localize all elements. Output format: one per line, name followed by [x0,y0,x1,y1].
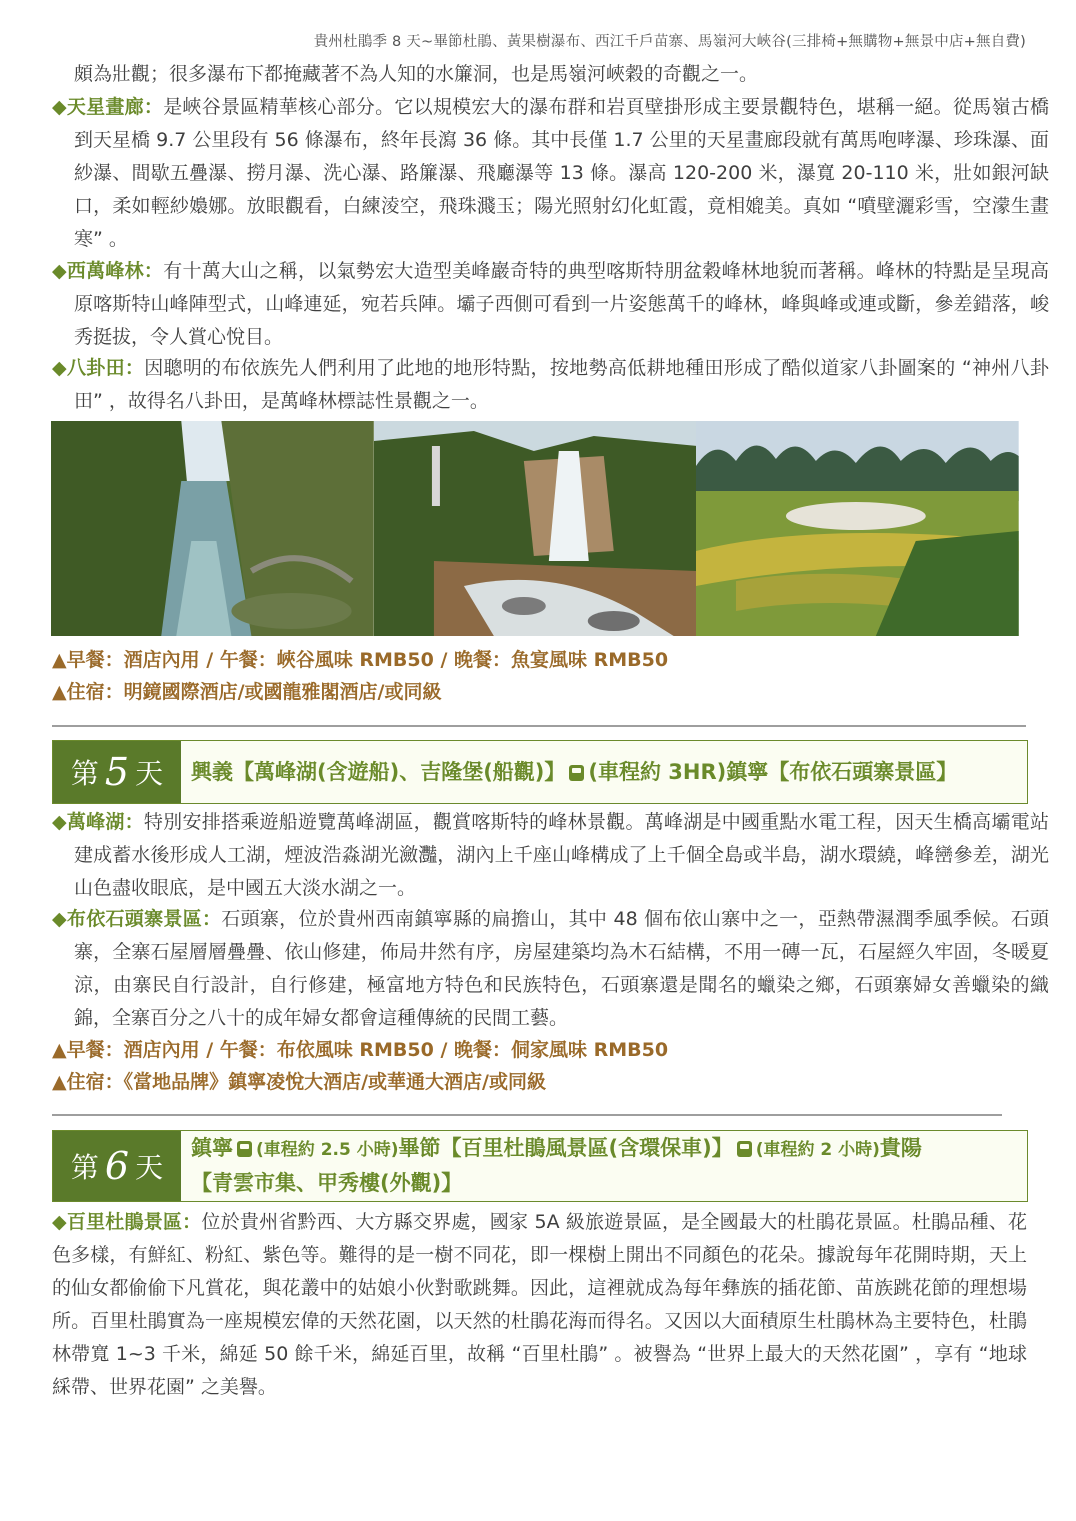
diamond-bullet-icon: ◆ [52,908,67,930]
bagua-fields-photo [696,421,1019,636]
day5-header [52,740,1028,804]
day4-meals: ▲早餐：酒店內用 / 午餐：峽谷風味 RMB50 / 晚餐：魚宴風味 RMB50 [52,649,669,671]
list-item-baili-azalea [52,1206,1027,1404]
diamond-bullet-icon: ◆ [52,811,67,833]
item-term: 八卦田： [66,357,145,379]
list-item-tianxing-gallery [52,91,1049,256]
diamond-bullet-icon: ◆ [52,357,67,379]
diamond-bullet-icon: ◆ [52,260,67,282]
list-item-xiwan-peak-forest [52,255,1049,354]
item-term: 天星畫廊： [66,96,164,118]
item-text: 是峽谷景區精華核心部分。它以規模宏大的瀑布群和岩頁壁掛形成主要景觀特色，堪稱一絕。從馬嶺古橋到天星橋 9.7 公里段有 56 條瀑布，終年長瀉 36 條。其中長僅 1.7 公里的天星畫廊段就有萬馬咆哮瀑、珍珠瀑、面紗瀑、間歇五疊瀑、撈月瀑、洗心瀑、路簾瀑、飛廳瀑等 13 條。瀑高 120-200 米，瀑寬 20-110 米，壯如銀河缺口，柔如輕紗嬝娜。放眼觀看，白練淩空，飛珠濺玉；陽光照射幻化虹霞，竟相媲美。真如 “噴壁灑彩雪，空濛生畫寒” 。 [74,96,1049,250]
item-text: 有十萬大山之稱，以氣勢宏大造型美峰巖奇特的典型喀斯特朋盆穀峰林地貌而著稱。峰林的特點是呈現高原喀斯特山峰陣型式，山峰連延，宛若兵陣。壩子西側可看到一片姿態萬千的峰林，峰與峰或連或斷，參差錯落，峻秀挺拔，令人賞心悅目。 [74,260,1049,348]
gorge-photo [51,421,374,636]
diamond-bullet-icon: ◆ [52,96,67,118]
item-term: 百里杜鵑景區： [66,1211,202,1233]
bus-icon [737,1141,752,1157]
item-term: 西萬峰林： [66,260,164,282]
bus-icon [237,1141,252,1157]
photo-strip [51,421,1019,636]
list-item-wanfeng-lake [52,806,1049,905]
day5-label: 第 5 天 [53,741,181,803]
item-text: 特別安排搭乘遊船遊覽萬峰湖區，觀賞喀斯特的峰林景觀。萬峰湖是中國重點水電工程，因天生橋高壩電站建成蓄水後形成人工湖，煙波浩淼湖光瀲灩，湖內上千座山峰構成了上千個全島或半島，湖水環繞，峰巒參差，湖光山色盡收眼底，是中國五大淡水湖之一。 [74,811,1049,899]
day5-hotel: ▲住宿：《當地品牌》鎮寧凌悅大酒店/或華通大酒店/或同級 [52,1071,546,1093]
day5-title: 興義【萬峰湖(含遊船)、吉隆堡(船觀)】 (車程約 3HR)鎮寧【布依石頭寨景區】 [191,759,958,784]
diamond-bullet-icon: ◆ [52,1211,67,1233]
day4-hotel: ▲住宿：明鏡國際酒店/或國龍雅閣酒店/或同級 [52,681,442,703]
day5-meals: ▲早餐：酒店內用 / 午餐：布依風味 RMB50 / 晚餐：侗家風味 RMB50 [52,1039,669,1061]
section-divider [52,725,1026,727]
item-term: 萬峰湖： [66,811,144,833]
item-text: 位於貴州省黔西、大方縣交界處，國家 5A 級旅遊景區，是全國最大的杜鵑花景區。杜鵑品種、花色多樣，有鮮紅、粉紅、紫色等。難得的是一樹不同花，即一棵樹上開出不同顏色的花朵。據說每年花開時期，天上的仙女都偷偷下凡賞花，與花叢中的姑娘小伙對歌跳舞。因此，這裡就成為每年彝族的插花節、苗族跳花節的理想場所。百里杜鵑實為一座規模宏偉的天然花園，以天然的杜鵑花海而得名。又因以大面積原生杜鵑林為主要特色，杜鵑林帶寬 1~3 千米，綿延 50 餘千米，綿延百里，故稱 “百里杜鵑” 。被譽為 “世界上最大的天然花園” ，享有 “地球綵帶、世界花園” 之美譽。 [52,1211,1027,1398]
list-item-buyi-stone-village [52,903,1049,1035]
item-text: 因聰明的布依族先人們利用了此地的地形特點，按地勢高低耕地種田形成了酷似道家八卦圖案的 “神州八卦田” ，故得名八卦田，是萬峰林標誌性景觀之一。 [74,357,1049,412]
list-item-bagua-field [52,352,1049,418]
item-text: 石頭寨，位於貴州西南鎮寧縣的扁擔山，其中 48 個布依山寨中之一，亞熱帶濕潤季風季候。石頭寨，全寨石屋層層疊疊、依山修建，佈局井然有序，房屋建築均為木石結構，不用一磚一瓦，石屋經久牢固，冬暖夏涼，由寨民自行設計，自行修建，極富地方特色和民族特色，石頭寨還是聞名的蠟染之鄉，石頭寨婦女善蠟染的織錦，全寨百分之八十的成年婦女都會這種傳統的民間工藝。 [74,908,1049,1029]
day6-title: 鎮寧 (車程約 2.5 小時)畢節【百里杜鵑風景區(含環保車)】 (車程約 2 小時)貴陽 【青雲市集、甲秀樓(外觀)】 [191,1136,922,1195]
bus-icon [569,765,584,781]
waterfall-photo [374,421,697,636]
page-header: 貴州杜鵑季 8 天~畢節杜鵑、黃果樹瀑布、西江千戶苗寨、馬嶺河大峽谷(三排椅+無購物+無景中店+無自費) [313,34,1026,50]
section-divider [52,1114,1002,1116]
item-term: 布依石頭寨景區： [66,908,222,930]
day6-label: 第 6 天 [53,1131,181,1201]
day6-header [52,1130,1028,1202]
waterfall-continuation: 頗為壯觀；很多瀑布下都掩藏著不為人知的水簾洞，也是馬嶺河峽穀的奇觀之一。 [74,63,759,85]
